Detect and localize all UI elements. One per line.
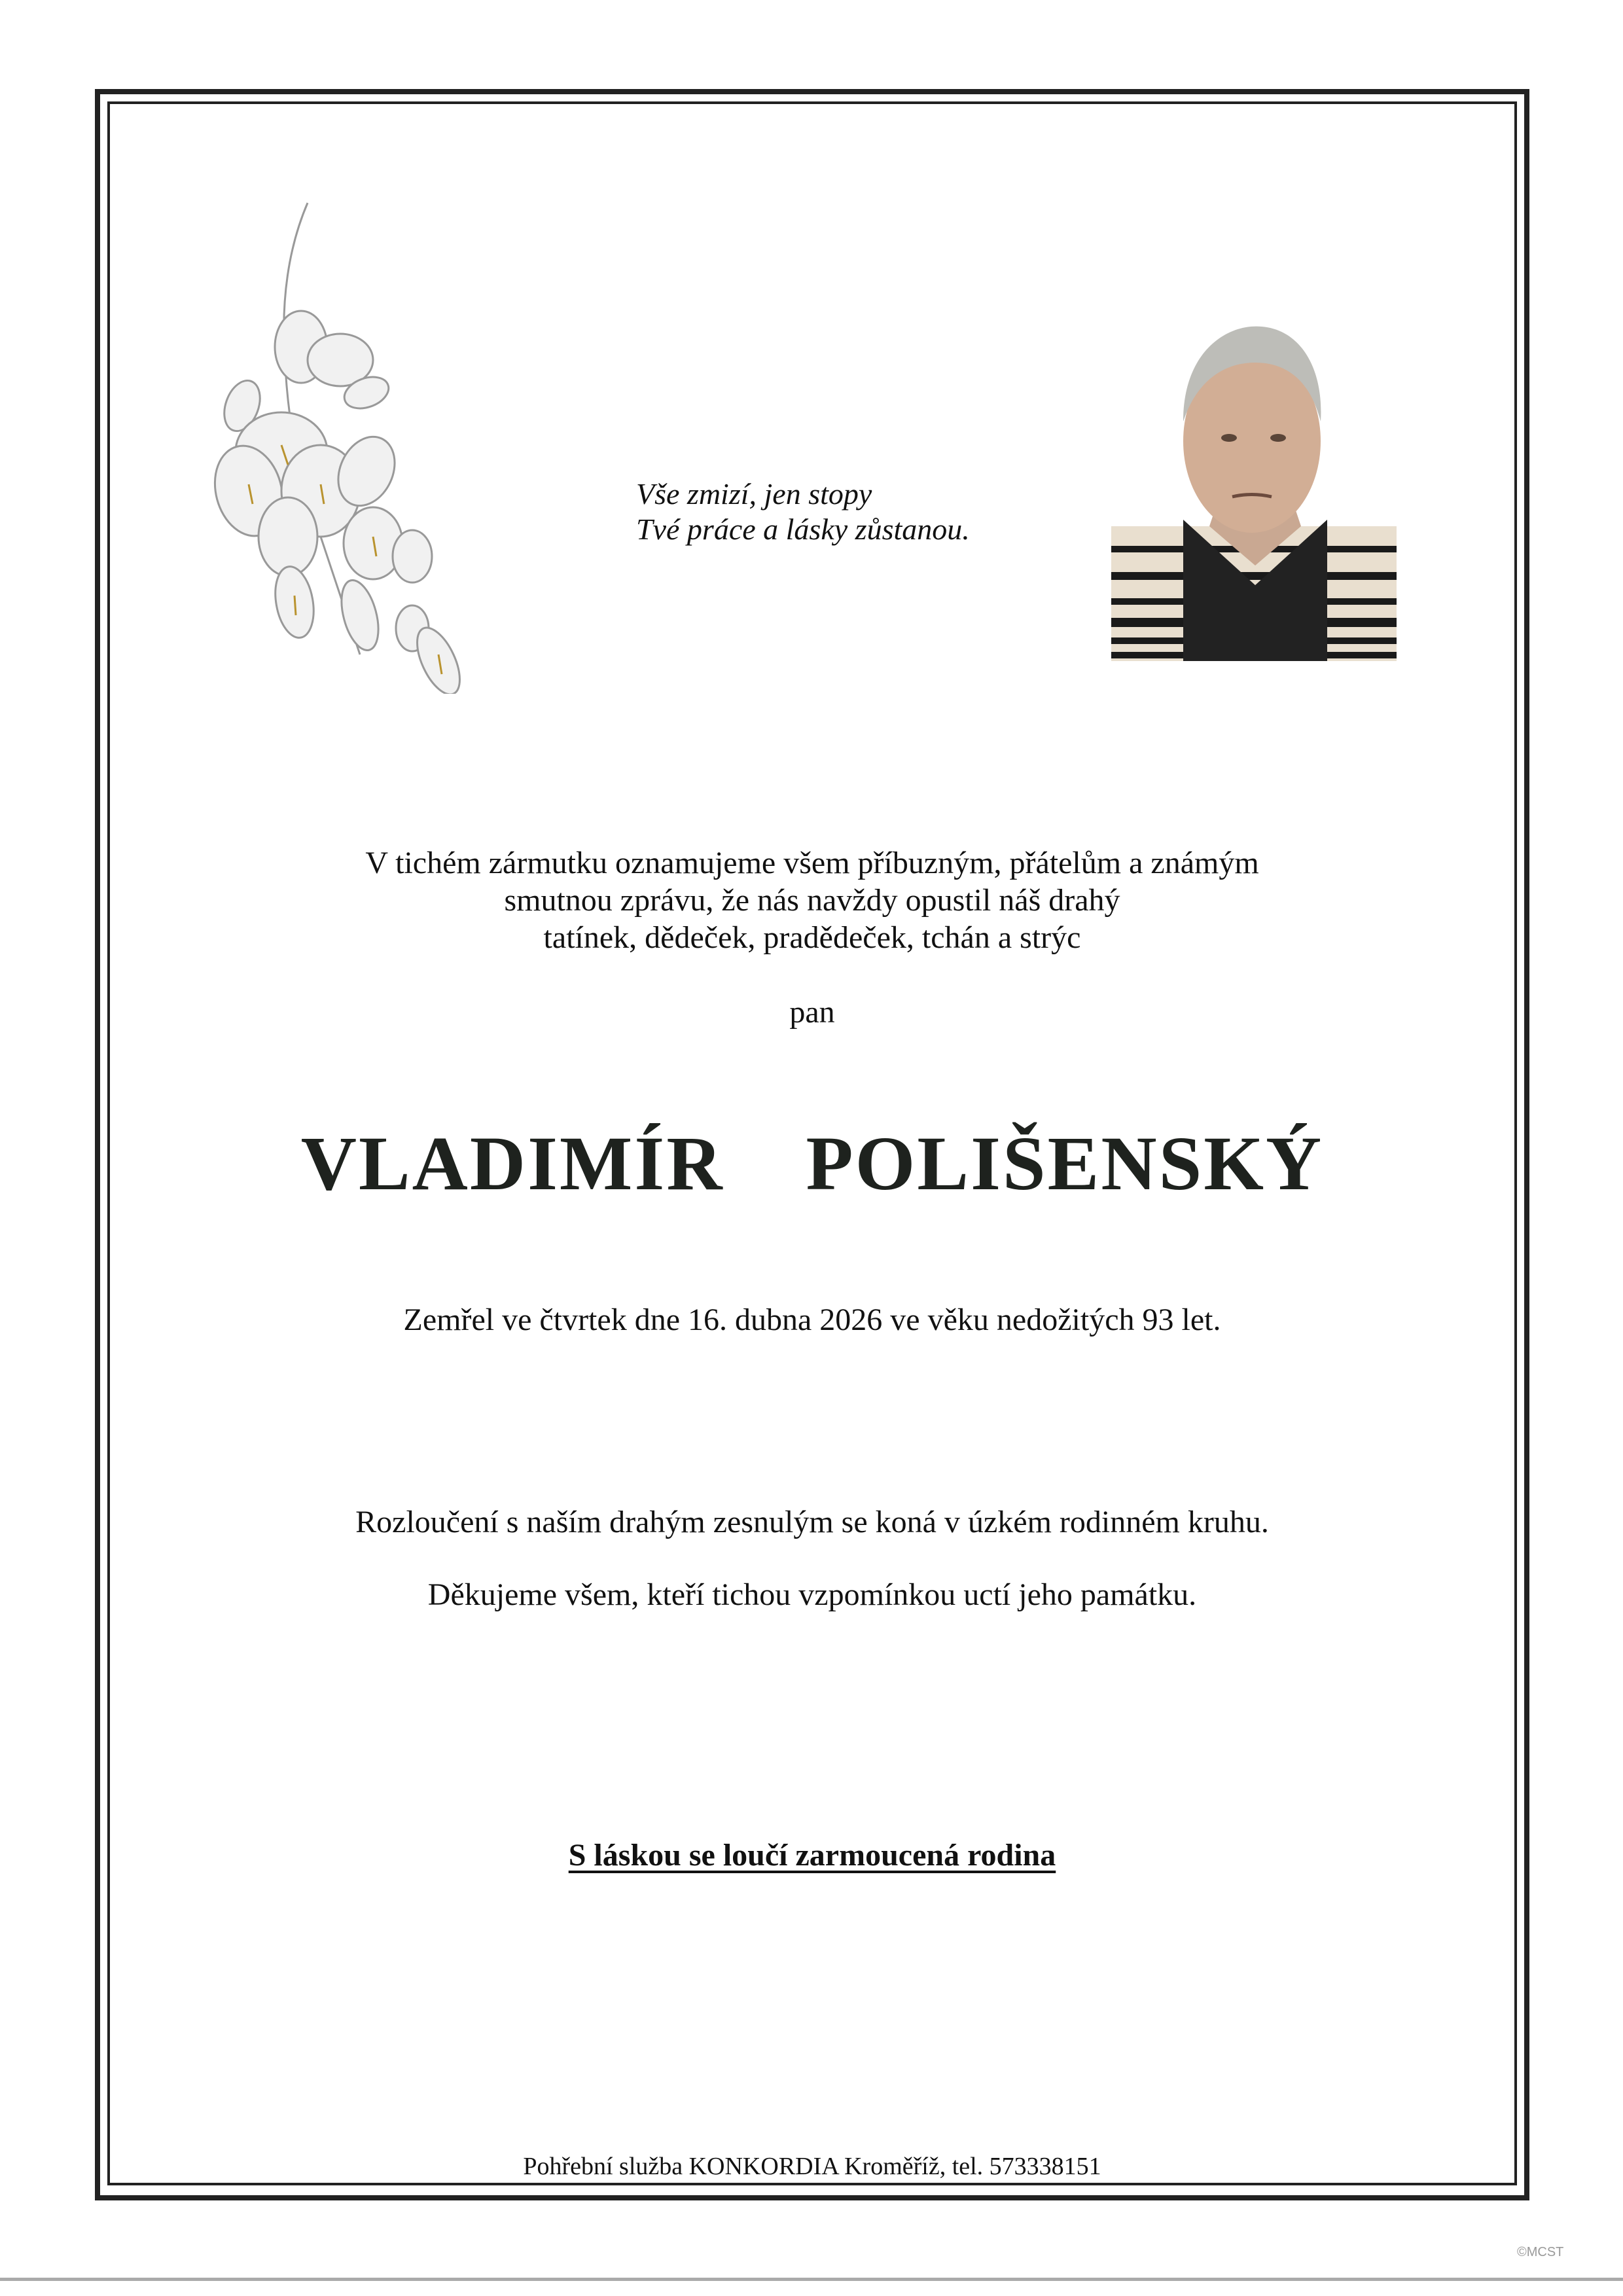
- farewell-info: Rozloučení s naším drahým zesnulým se koná v úzkém rodinném kruhu.: [355, 1505, 1269, 1539]
- announcement-line-1: V tichém zármutku oznamujeme všem příbuzným, přátelům a známým: [365, 846, 1259, 880]
- salutation: pan: [789, 995, 835, 1030]
- death-info: Zemřel ve čtvrtek dne 16. dubna 2026 ve věku nedožitých 93 let.: [403, 1302, 1221, 1337]
- portrait-photo: [1111, 310, 1397, 661]
- memorial-quote: [636, 476, 970, 547]
- quote-line-2: Tvé práce a lásky zůstanou.: [636, 512, 970, 546]
- thanks-text: Děkujeme všem, kteří tichou vzpomínkou uctí jeho památku.: [427, 1577, 1197, 1612]
- quote-line-1: Vše zmizí, jen stopy: [636, 477, 872, 511]
- announcement-line-3: tatínek, dědeček, pradědeček, tchán a strýc: [543, 920, 1081, 955]
- funeral-service-footer: Pohřební služba KONKORDIA Kroměříž, tel. 573338151: [523, 2153, 1101, 2180]
- scan-edge-line: [0, 2278, 1623, 2281]
- deceased-name: VLADIMÍR POLIŠENSKÝ: [300, 1121, 1324, 1206]
- flower-branch-illustration: [209, 196, 530, 694]
- copyright-mark: ©MCST: [1517, 2245, 1564, 2259]
- announcement-line-2: smutnou zprávu, že nás navždy opustil náš drahý: [504, 883, 1120, 918]
- family-signature: S láskou se loučí zarmoucená rodina: [568, 1838, 1056, 1873]
